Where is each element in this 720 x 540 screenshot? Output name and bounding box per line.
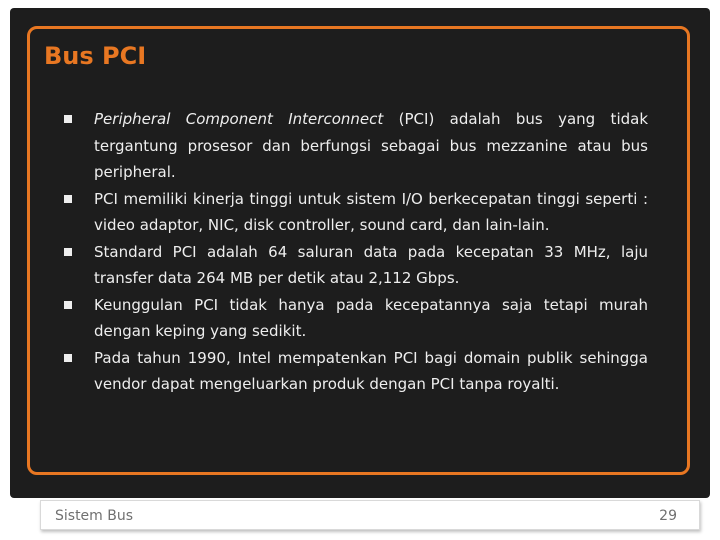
slide-title: Bus PCI	[44, 42, 147, 70]
bullet-item	[64, 239, 648, 292]
bullet-text: Pada tahun 1990, Intel mempatenkan PCI bagi domain publik sehingga vendor dapat mengeluarkan produk dengan PCI tanpa royalti.	[94, 348, 648, 393]
bullet-item	[64, 345, 648, 398]
footer-label: Sistem Bus	[55, 508, 134, 524]
square-bullet-icon	[64, 301, 72, 309]
bullet-italic-text: Peripheral Component Interconnect	[94, 110, 384, 128]
bullet-item	[64, 186, 648, 239]
square-bullet-icon	[64, 354, 72, 362]
bullet-text: PCI memiliki kinerja tinggi untuk sistem I/O berkecepatan tinggi seperti : video adaptor, NIC, disk controller, sound card, dan lain-lain.	[94, 189, 648, 234]
square-bullet-icon	[64, 195, 72, 203]
page-number: 29	[659, 508, 677, 524]
bullet-item	[64, 106, 648, 186]
bullet-list	[64, 106, 648, 398]
square-bullet-icon	[64, 248, 72, 256]
bullet-text: Standard PCI adalah 64 saluran data pada kecepatan 33 MHz, laju transfer data 264 MB per detik atau 2,112 Gbps.	[94, 242, 648, 287]
bullet-text: Keunggulan PCI tidak hanya pada kecepatannya saja tetapi murah dengan keping yang sedikit.	[94, 295, 648, 340]
square-bullet-icon	[64, 115, 72, 123]
slide-footer	[40, 500, 700, 530]
bullet-item	[64, 292, 648, 345]
bullet-text: (PCI) adalah bus yang tidak tergantung prosesor dan berfungsi sebagai bus mezzanine atau bus peripheral.	[94, 110, 649, 181]
